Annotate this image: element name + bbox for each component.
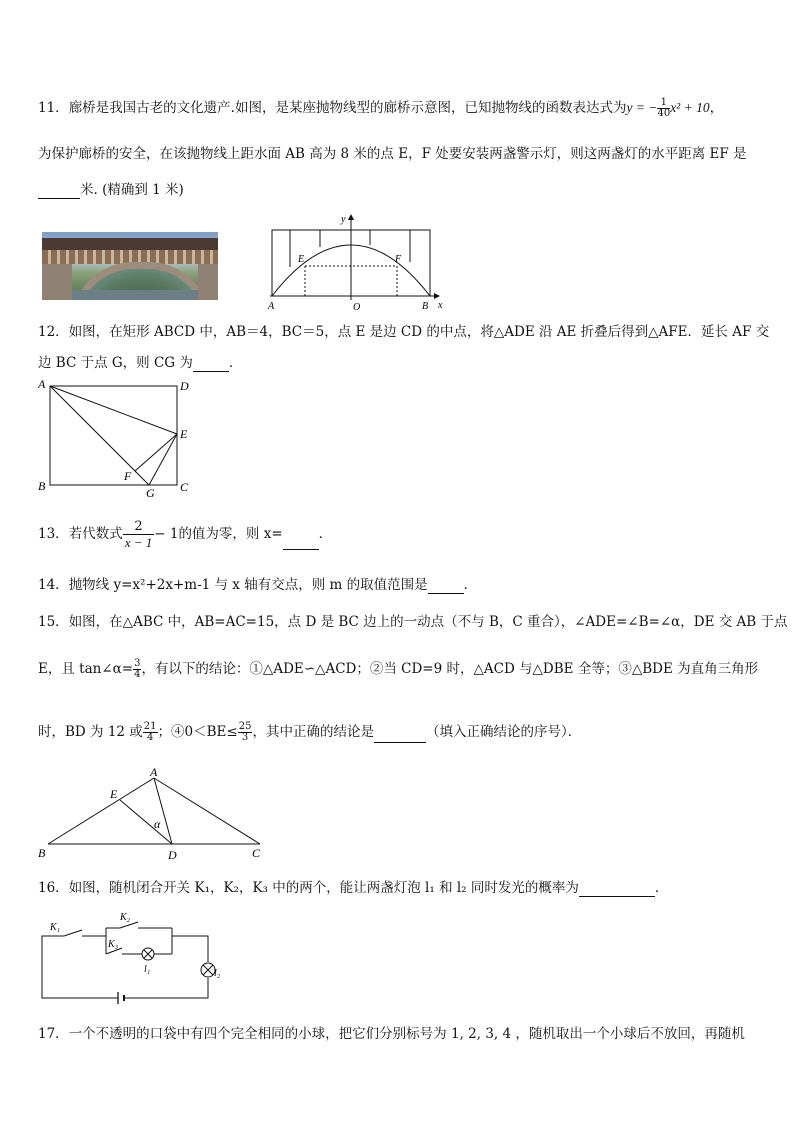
label-k2: K₂: [120, 912, 131, 923]
q17-text: 一个不透明的口袋中有四个完全相同的小球，把它们分别标号为 1, 2, 3, 4 ，随机取出一个小球后不放回，再随机: [68, 1026, 745, 1042]
q11-formula-fraction: [657, 98, 670, 119]
bridge-pier-right: [198, 264, 218, 300]
label-y: y: [341, 214, 346, 225]
label-c: C: [180, 480, 189, 494]
q14-number: 14．: [38, 577, 69, 593]
label-a: A: [150, 766, 158, 779]
q15-line2: [38, 659, 758, 680]
label-c: C: [252, 846, 261, 860]
wire-left: [42, 936, 118, 998]
q11-text3: 米. (精确到 1 米): [80, 182, 184, 198]
q15-text3-end: （填入正确结论的序号）．: [425, 724, 582, 740]
label-a: A: [38, 377, 46, 391]
segment-ac: [154, 778, 260, 844]
q16-number: 16．: [38, 880, 69, 896]
q14-line: [38, 576, 477, 594]
q13-fraction: [123, 519, 155, 550]
q13-line: [38, 519, 332, 550]
q11-formula-rest: x² + 10: [670, 100, 710, 115]
label-f: F: [395, 254, 402, 265]
q13-number: 13．: [38, 526, 69, 542]
label-k3: K₃: [108, 939, 119, 950]
wire-bottom-right: [124, 978, 208, 998]
bridge-photo: [42, 232, 218, 300]
k1-switch: [64, 930, 82, 936]
label-x: x: [438, 300, 443, 311]
q12-text2-end: ．: [228, 355, 243, 371]
q15-bd-den: 4: [146, 732, 154, 743]
q15-text3-post: ，其中正确的结论是: [252, 724, 374, 740]
q12-diagram: [34, 376, 204, 498]
bridge-roof: [42, 238, 218, 250]
q12-text2: 边 BC 于点 G，则 CG 为: [38, 355, 193, 371]
q11-line1: [38, 98, 723, 119]
q11-formula-lhs: y = −: [626, 100, 658, 115]
q14-end: ．: [463, 577, 478, 593]
label-d: D: [180, 379, 189, 393]
q15-diagram: [34, 766, 270, 862]
bridge-pier-left: [42, 264, 72, 300]
y-axis-arrow: [348, 214, 354, 220]
q15-text3-mid: ；④0＜BE≤: [157, 724, 238, 740]
q15-number: 15．: [38, 614, 69, 630]
q15-line3: [38, 722, 581, 743]
label-alpha: α: [154, 817, 161, 831]
q12-line2: [38, 354, 242, 372]
q13-text-pre: 若代数式: [68, 526, 123, 542]
label-b: B: [38, 846, 46, 860]
q11-frac-num: 1: [657, 98, 670, 109]
q11-text2: 为保护廊桥的安全，在该抛物线上距水面 AB 高为 8 米的点 E，F 处要安装两盏警示灯，则这两盏灯的水平距离 EF 是: [38, 146, 747, 162]
label-e: E: [298, 254, 305, 265]
label-e: E: [180, 427, 188, 441]
q11-diagram: [262, 212, 452, 312]
label-l2: l₂: [214, 968, 221, 979]
q17-number: 17．: [38, 1026, 69, 1042]
q12-answer-blank[interactable]: [193, 357, 229, 372]
q11-text1-end: ，: [709, 100, 724, 116]
q15-be-fraction: [238, 722, 253, 743]
label-a: A: [268, 301, 275, 312]
q11-frac-den: 40: [657, 108, 671, 119]
label-l1: l₁: [144, 964, 151, 975]
q17-line: [38, 1025, 745, 1043]
q15-text3-pre: 时，BD 为 12 或: [38, 724, 143, 740]
q12-number: 12．: [38, 324, 69, 340]
q11-line3: [38, 181, 184, 199]
q16-text: 如图，随机闭合开关 K₁，K₂，K₃ 中的两个，能让两盏灯泡 l₁ 和 l₂ 同时发光的概率为: [68, 880, 579, 896]
label-b: B: [422, 301, 429, 312]
q11-line2: [38, 145, 747, 163]
q15-line1: [38, 613, 787, 631]
q15-be-den: 3: [241, 732, 249, 743]
q12-line1: [38, 323, 769, 341]
segment-ae: [50, 386, 177, 434]
q13-frac-num: 2: [123, 519, 155, 535]
q15-tan-num: 3: [134, 658, 141, 669]
label-g: G: [146, 486, 155, 498]
label-f: F: [124, 469, 132, 483]
q16-line: [38, 879, 668, 897]
q13-frac-den: x − 1: [124, 535, 153, 550]
q14-text: 抛物线 y=x²+2x+m-1 与 x 轴有交点，则 m 的取值范围是: [68, 577, 428, 593]
x-axis-arrow: [434, 293, 440, 299]
segment-de: [120, 800, 172, 844]
label-e: E: [110, 787, 118, 801]
wire-top-right: [172, 936, 208, 962]
q12-text1: 如图，在矩形 ABCD 中，AB＝4，BC＝5，点 E 是边 CD 的中点，将△ADE 沿 AE 折叠后得到△AFE．延长 AF 交: [68, 324, 770, 340]
q11-number: 11．: [38, 100, 69, 116]
q15-text1: 如图，在△ABC 中，AB=AC=15，点 D 是 BC 边上的一动点（不与 B，C 重合），∠ADE=∠B=∠α，DE 交 AB 于点: [68, 614, 788, 630]
q13-minus-one: − 1: [154, 526, 179, 542]
segment-eg: [149, 434, 177, 485]
q16-answer-blank[interactable]: [579, 882, 655, 897]
label-k1: K₁: [50, 922, 61, 933]
q13-end: ．: [318, 526, 333, 542]
label-o: O: [353, 302, 361, 312]
q15-tan-den: 4: [134, 669, 141, 680]
segment-fe: [135, 434, 177, 471]
segment-ag: [50, 386, 149, 485]
label-b: B: [38, 479, 46, 493]
q15-text2-pre: E，且 tan∠α=: [38, 661, 134, 677]
q15-answer-blank[interactable]: [374, 728, 426, 743]
bridge-water: [72, 290, 198, 300]
q13-text-post: 的值为零，则 x=: [178, 526, 283, 542]
q13-answer-blank[interactable]: [283, 535, 319, 550]
label-d: D: [168, 848, 177, 862]
q15-text2-post: ，有以下的结论：①△ADE∽△ACD；②当 CD=9 时，△ACD 与△DBE 全等；③△BDE 为直角三角形: [141, 661, 759, 677]
q15-bd-fraction: [143, 722, 158, 743]
q16-end: ．: [654, 880, 669, 896]
segment-ab: [48, 778, 154, 844]
rectangle-abcd: [50, 386, 177, 485]
q11-text1: 廊桥是我国古老的文化遗产.如图，是某座抛物线型的廊桥示意图，已知抛物线的函数表达式为: [68, 100, 627, 116]
q15-bd-num: 21: [143, 721, 157, 732]
q15-be-num: 25: [238, 721, 252, 732]
q16-circuit-diagram: [34, 910, 224, 1006]
q11-answer-blank[interactable]: [38, 184, 80, 199]
q14-answer-blank[interactable]: [428, 579, 464, 594]
